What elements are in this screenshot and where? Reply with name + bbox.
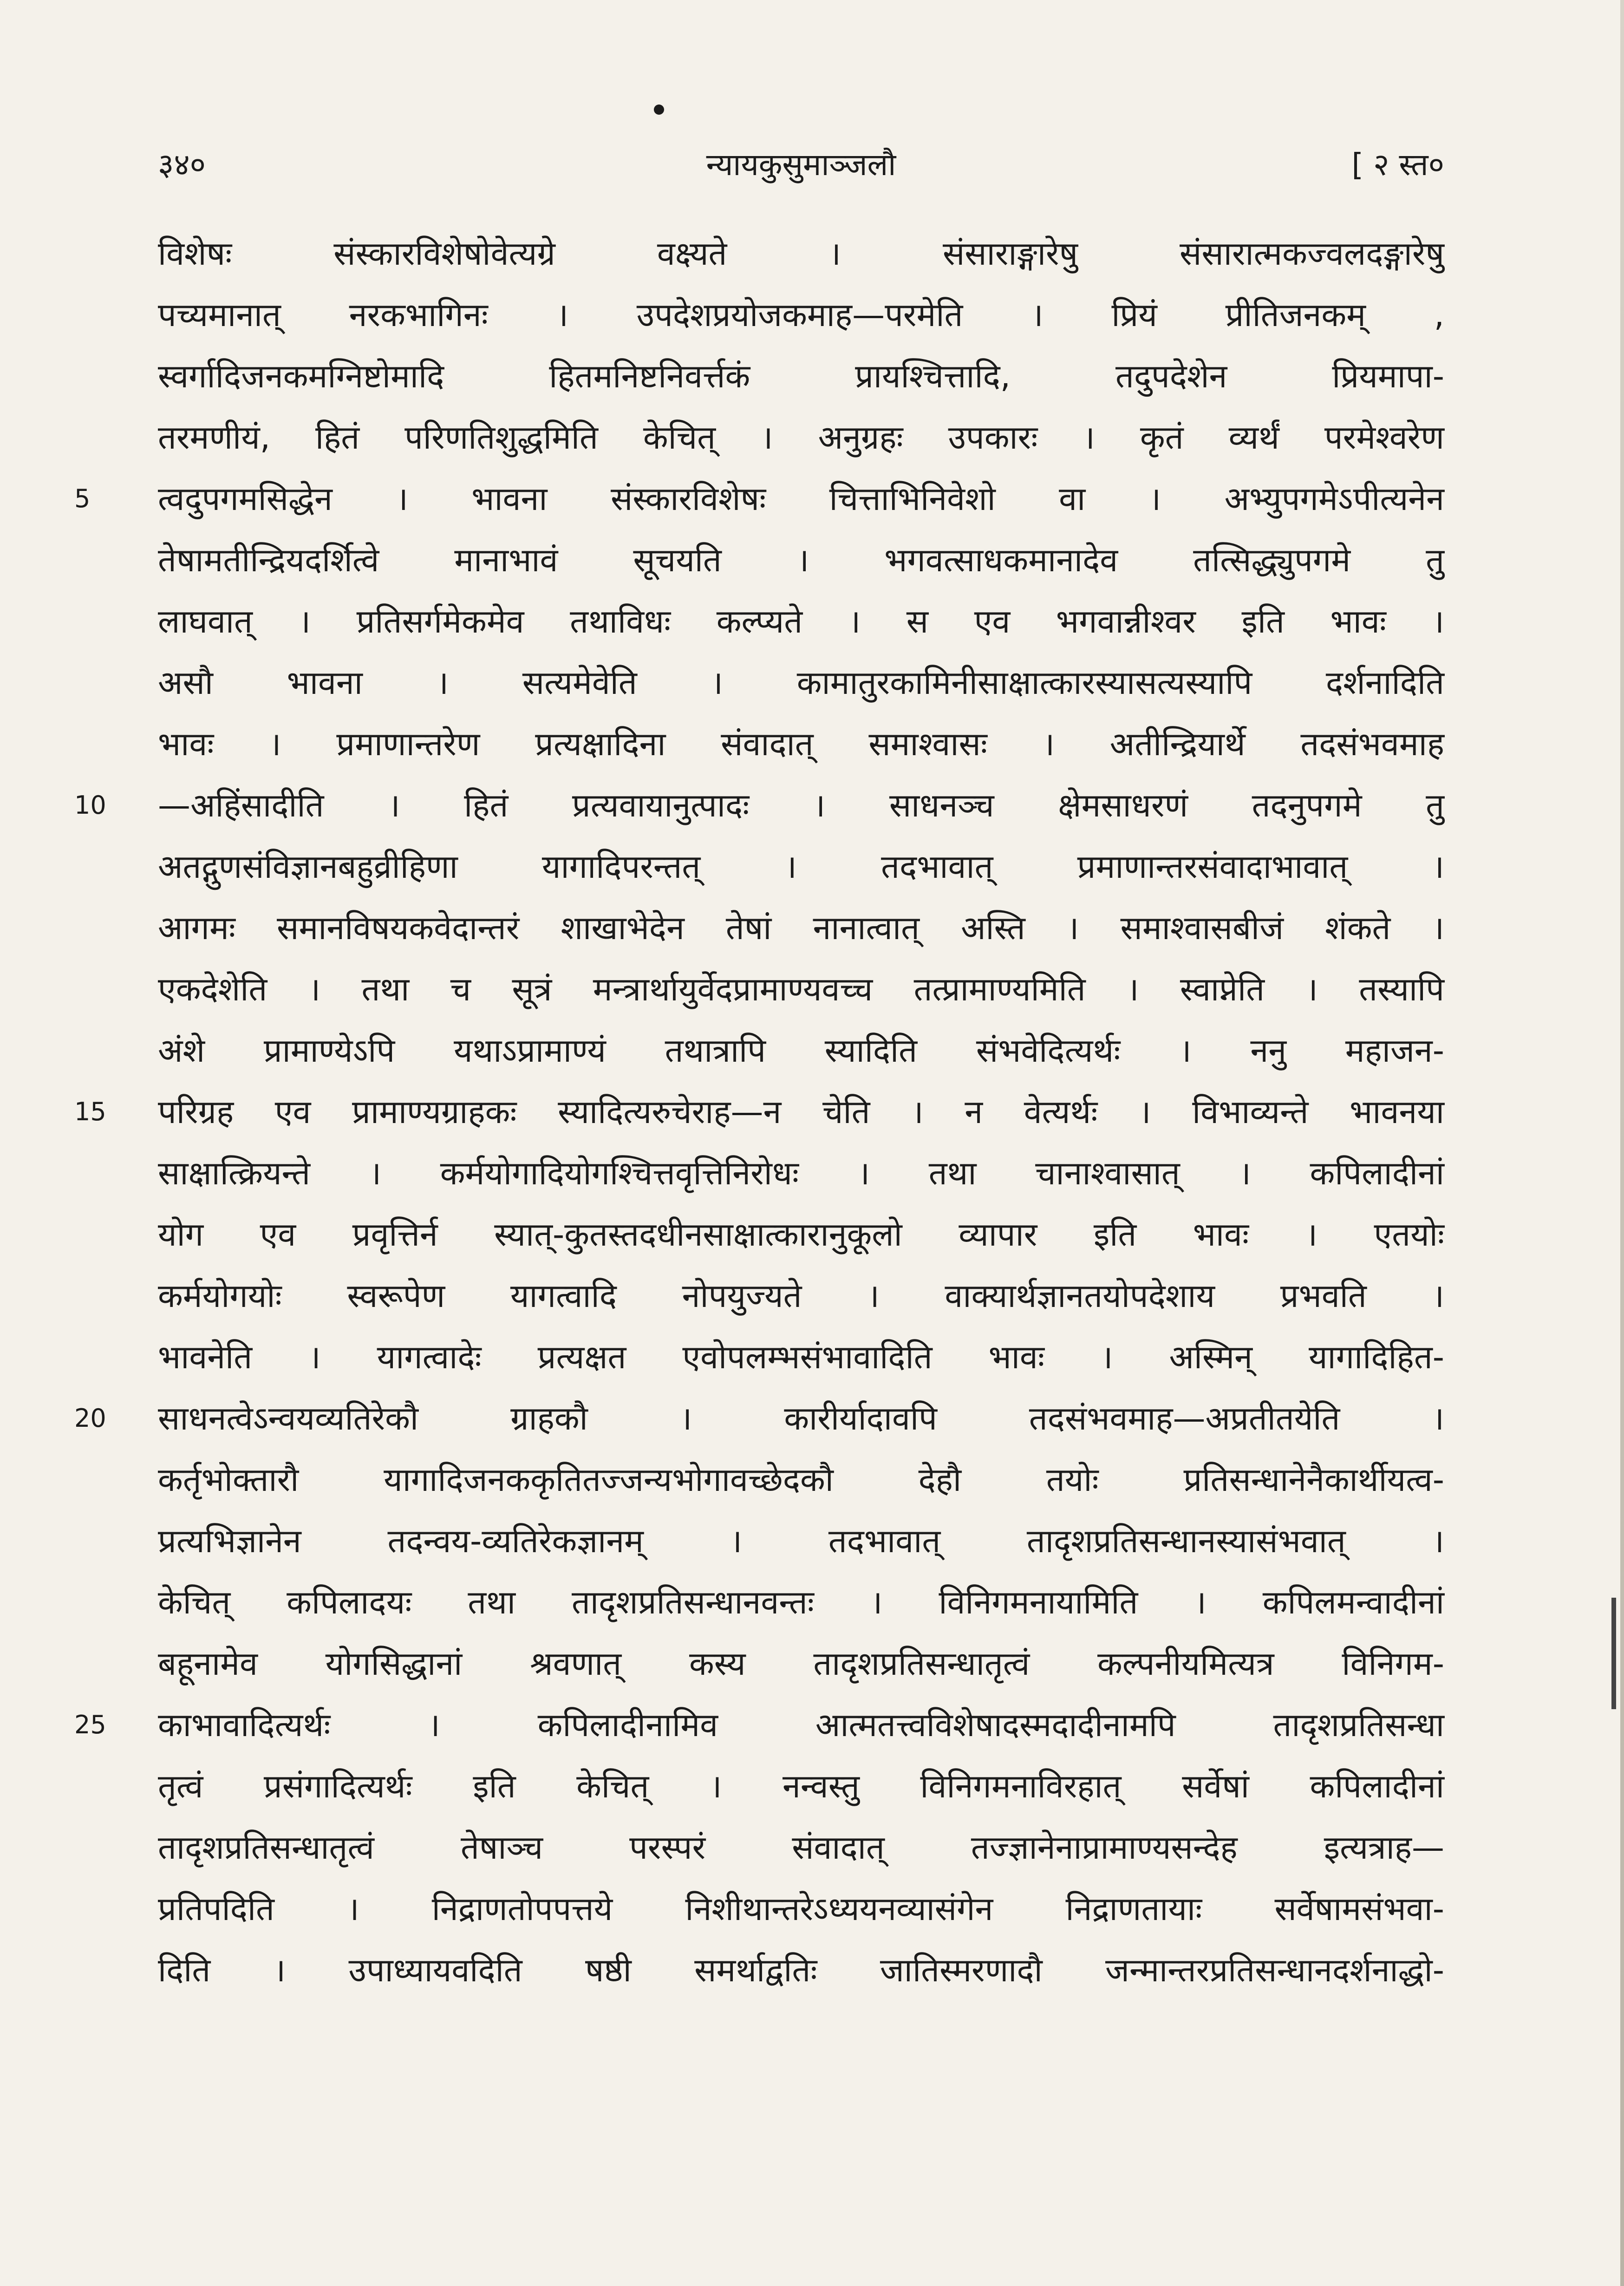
- line-text: स्वर्गादिजनकमग्निष्टोमादि हितमनिष्टनिवर्त्तकं प्रायश्चित्तादि, तदुपदेशेन प्रियमापा-: [158, 357, 1444, 395]
- text-line: [158, 836, 1444, 897]
- text-line: [158, 1817, 1444, 1878]
- line-number: 25: [74, 1710, 106, 1739]
- line-number: 10: [74, 790, 106, 820]
- line-text: काभावादित्यर्थः । कपिलादीनामिव आत्मतत्त्वविशेषादस्मदादीनामपि तादृशप्रतिसन्धा: [158, 1706, 1444, 1744]
- line-text: तरमणीयं, हितं परिणतिशुद्धमिति केचित् । अनुग्रहः उपकारः । कृतं व्यर्थं परमेश्वरेण: [158, 418, 1444, 457]
- text-line: [158, 1633, 1444, 1694]
- text-line: [158, 1756, 1444, 1817]
- line-text: एकदेशेति । तथा च सूत्रं मन्त्रार्थायुर्वेदप्रामाण्यवच्च तत्प्रामाण्यमिति । स्वाप्नेति । तस्यापि: [158, 970, 1444, 1008]
- line-text: आगमः समानविषयकवेदान्तरं शाखाभेदेन तेषां नानात्वात् अस्ति । समाश्वासबीजं शंकते ।: [158, 909, 1444, 947]
- line-text: दिति । उपाध्यायवदिति षष्ठी समर्थाद्वतिः जातिस्मरणादौ जन्मान्तरप्रतिसन्धानदर्शनाद्धो-: [158, 1951, 1444, 1989]
- text-line: [74, 1694, 1444, 1756]
- text-line: [74, 1388, 1444, 1449]
- text-line: [74, 468, 1444, 529]
- line-text: तादृशप्रतिसन्धातृत्वं तेषाञ्च परस्परं संवादात् तज्ज्ञानेनाप्रामाण्यसन्देह इत्यत्राह—: [158, 1829, 1444, 1867]
- text-line: [158, 1449, 1444, 1510]
- text-line: [158, 407, 1444, 468]
- line-text: —अहिंसादीति । हितं प्रत्यवायानुत्पादः । साधनञ्च क्षेमसाधरणं तदनुपगमे तु: [158, 786, 1444, 824]
- line-number: 5: [74, 484, 91, 513]
- line-text: परिग्रह एव प्रामाण्यग्राहकः स्यादित्यरुचेराह—न चेति । न वेत्यर्थः । विभाव्यन्ते भावनया: [158, 1093, 1444, 1131]
- line-text: अंशे प्रामाण्येऽपि यथाऽप्रामाण्यं तथात्रापि स्यादिति संभवेदित्यर्थः । ननु महाजन-: [158, 1032, 1444, 1070]
- page-edge: [1620, 0, 1624, 2286]
- running-title: न्यायकुसुमाञ्जलौ: [706, 147, 896, 183]
- line-text: विशेषः संस्कारविशेषोवेत्यग्रे वक्ष्यते । संसाराङ्गारेषु संसारात्मकज्वलदङ्गारेषु: [158, 235, 1444, 273]
- ink-dot: [654, 105, 664, 115]
- line-text: साधनत्वेऽन्वयव्यतिरेकौ ग्राहकौ । कारीर्यादावपि तदसंभवमाह—अप्रतीतयेति ।: [158, 1399, 1444, 1437]
- line-text: प्रत्यभिज्ञानेन तदन्वय-व्यतिरेकज्ञानम् । तदभावात् तादृशप्रतिसन्धानस्यासंभवात् ।: [158, 1522, 1444, 1560]
- text-line: [158, 1878, 1444, 1940]
- line-text: भावनेति । यागत्वादेः प्रत्यक्षत एवोपलम्भसंभावादिति भावः । अस्मिन् यागादिहित-: [158, 1338, 1444, 1376]
- text-line: [158, 652, 1444, 713]
- section-label: [ २ स्त०: [1351, 147, 1444, 183]
- line-text: असौ भावना । सत्यमेवेति । कामातुरकामिनीसाक्षात्कारस्यासत्यस्यापि दर्शनादिति: [158, 664, 1444, 702]
- text-line: [158, 1510, 1444, 1572]
- line-text: प्रतिपदिति । निद्राणतोपपत्तये निशीथान्तरेऽध्ययनव्यासंगेन निद्राणतायाः सर्वेषामसंभवा-: [158, 1890, 1444, 1928]
- text-line: [158, 713, 1444, 775]
- line-text: कर्तृभोक्तारौ यागादिजनककृतितज्जन्यभोगावच्छेदकौ देहौ तयोः प्रतिसन्धानेनैकार्थीयत्व-: [158, 1461, 1444, 1499]
- page-number: ३४०: [158, 147, 206, 183]
- page-body: [74, 223, 1444, 2001]
- line-text: योग एव प्रवृत्तिर्न स्यात्-कुतस्तदधीनसाक्षात्कारानुकूलो व्यापार इति भावः । एतयोः: [158, 1215, 1444, 1254]
- text-line: [158, 346, 1444, 407]
- line-text: तृत्वं प्रसंगादित्यर्थः इति केचित् । नन्वस्तु विनिगमनाविरहात् सर्वेषां कपिलादीनां: [158, 1767, 1444, 1805]
- text-line: [158, 1326, 1444, 1388]
- line-text: तेषामतीन्द्रियदर्शित्वे मानाभावं सूचयति । भगवत्साधकमानादेव तत्सिद्ध्युपगमे तु: [158, 541, 1444, 579]
- text-line: [158, 1572, 1444, 1633]
- text-line: [158, 284, 1444, 346]
- text-line: [74, 775, 1444, 836]
- line-number: 15: [74, 1097, 106, 1126]
- page-header: [158, 139, 1444, 190]
- text-line: [158, 1940, 1444, 2001]
- text-line: [158, 1020, 1444, 1081]
- line-number: 20: [74, 1404, 106, 1433]
- line-text: साक्षात्क्रियन्ते । कर्मयोगादियोगश्चित्तवृत्तिनिरोधः । तथा चानाश्वासात् । कपिलादीनां: [158, 1154, 1444, 1192]
- line-text: कर्मयोगयोः स्वरूपेण यागत्वादि नोपयुज्यते । वाक्यार्थज्ञानतयोपदेशाय प्रभवति ।: [158, 1277, 1444, 1315]
- text-line: [158, 1265, 1444, 1326]
- line-text: अतद्गुणसंविज्ञानबहुव्रीहिणा यागादिपरन्तत् । तदभावात् प्रमाणान्तरसंवादाभावात् ।: [158, 848, 1444, 886]
- line-text: केचित् कपिलादयः तथा तादृशप्रतिसन्धानवन्तः । विनिगमनायामिति । कपिलमन्वादीनां: [158, 1583, 1444, 1621]
- text-line: [158, 1143, 1444, 1204]
- line-text: भावः । प्रमाणान्तरेण प्रत्यक्षादिना संवादात् समाश्वासः । अतीन्द्रियार्थे तदसंभवमाह: [158, 725, 1444, 763]
- text-line: [158, 897, 1444, 959]
- text-line: [158, 529, 1444, 591]
- text-line: [158, 591, 1444, 652]
- text-line: [74, 1081, 1444, 1143]
- line-text: पच्यमानात् नरकभागिनः । उपदेशप्रयोजकमाह—परमेति । प्रियं प्रीतिजनकम् ,: [158, 296, 1444, 334]
- line-text: लाघवात् । प्रतिसर्गमेकमेव तथाविधः कल्प्यते । स एव भगवान्नीश्वर इति भावः ।: [158, 602, 1444, 640]
- line-text: त्वदुपगमसिद्धेन । भावना संस्कारविशेषः चित्ताभिनिवेशो वा । अभ्युपगमेऽपीत्यनेन: [158, 480, 1444, 518]
- margin-mark: [1611, 1598, 1616, 1709]
- line-text: बहूनामेव योगसिद्धानां श्रवणात् कस्य तादृशप्रतिसन्धातृत्वं कल्पनीयमित्यत्र विनिगम-: [158, 1645, 1444, 1683]
- text-line: [158, 1204, 1444, 1265]
- text-line: [158, 959, 1444, 1020]
- text-line: [158, 223, 1444, 284]
